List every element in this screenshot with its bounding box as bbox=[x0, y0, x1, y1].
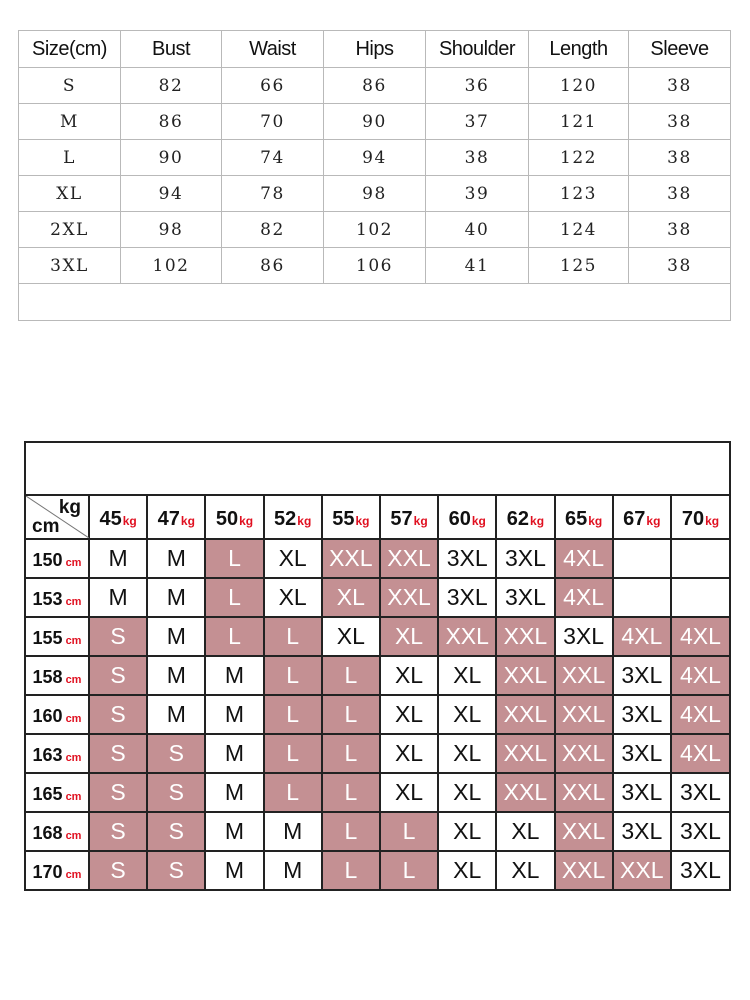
weight-header-cell bbox=[438, 496, 496, 539]
weight-unit: kg bbox=[297, 513, 312, 528]
weight-unit: kg bbox=[471, 513, 486, 528]
recommended-size-cell: XL bbox=[380, 656, 438, 695]
recommended-size-cell: XXL bbox=[555, 695, 613, 734]
height-unit: cm bbox=[65, 713, 82, 725]
weight-unit: kg bbox=[646, 513, 661, 528]
size-chart-header-cell: Shoulder bbox=[426, 31, 529, 68]
measurement-cell: 106 bbox=[324, 248, 426, 284]
measurement-cell: 38 bbox=[629, 248, 731, 284]
height-value: 170 bbox=[32, 862, 63, 882]
recommended-size-cell: XL bbox=[322, 578, 380, 617]
measurement-cell: 38 bbox=[629, 212, 731, 248]
weight-header-cell bbox=[496, 496, 554, 539]
height-unit: cm bbox=[65, 635, 82, 647]
height-value: 153 bbox=[32, 589, 63, 609]
size-label-cell: XL bbox=[19, 176, 121, 212]
weight-unit: kg bbox=[705, 513, 720, 528]
recommended-size-cell: 4XL bbox=[613, 617, 671, 656]
height-row bbox=[26, 578, 729, 617]
measurement-cell: 98 bbox=[121, 212, 222, 248]
recommended-size-cell: M bbox=[147, 617, 205, 656]
recommended-size-cell: XXL bbox=[496, 656, 554, 695]
height-header-cell bbox=[26, 539, 89, 578]
recommended-size-cell: 3XL bbox=[671, 773, 729, 812]
recommended-size-cell: L bbox=[205, 539, 263, 578]
size-label-cell: 3XL bbox=[19, 248, 121, 284]
recommended-size-cell: XXL bbox=[555, 773, 613, 812]
recommended-size-cell: XL bbox=[322, 617, 380, 656]
measurement-cell: 102 bbox=[121, 248, 222, 284]
weight-header-cell bbox=[555, 496, 613, 539]
recommended-size-cell: M bbox=[205, 656, 263, 695]
height-unit: cm bbox=[65, 869, 82, 881]
recommended-size-cell: L bbox=[205, 617, 263, 656]
size-chart-empty-row bbox=[19, 284, 731, 321]
size-chart-header-cell: Bust bbox=[121, 31, 222, 68]
recommended-size-cell: M bbox=[205, 851, 263, 890]
height-row bbox=[26, 851, 729, 890]
recommended-size-cell: S bbox=[89, 734, 147, 773]
recommended-size-cell: XL bbox=[380, 773, 438, 812]
size-chart-header-cell: Hips bbox=[324, 31, 426, 68]
corner-cell bbox=[26, 496, 89, 539]
recommended-size-cell: S bbox=[147, 812, 205, 851]
weight-unit: kg bbox=[530, 513, 545, 528]
size-label-cell: L bbox=[19, 140, 121, 176]
recommended-size-cell: 3XL bbox=[671, 812, 729, 851]
weight-value: 47 bbox=[157, 507, 180, 530]
recommended-size-cell: 3XL bbox=[438, 539, 496, 578]
measurement-cell: 40 bbox=[426, 212, 529, 248]
recommended-size-cell: XL bbox=[496, 851, 554, 890]
recommended-size-cell: M bbox=[89, 539, 147, 578]
recommendation-title-bar bbox=[26, 443, 729, 496]
measurement-cell: 124 bbox=[529, 212, 629, 248]
empty-cell bbox=[222, 284, 324, 321]
recommended-size-cell: 4XL bbox=[555, 539, 613, 578]
height-row bbox=[26, 812, 729, 851]
weight-value: 57 bbox=[390, 507, 413, 530]
measurement-cell: 94 bbox=[121, 176, 222, 212]
recommended-size-cell: S bbox=[147, 851, 205, 890]
measurement-cell: 82 bbox=[222, 212, 324, 248]
weight-header-cell bbox=[205, 496, 263, 539]
recommended-size-cell: 4XL bbox=[555, 578, 613, 617]
recommended-size-cell: XXL bbox=[322, 539, 380, 578]
recommended-size-cell: M bbox=[205, 812, 263, 851]
measurement-cell: 98 bbox=[324, 176, 426, 212]
corner-height-unit: cm bbox=[32, 516, 60, 537]
recommended-size-cell: 3XL bbox=[613, 656, 671, 695]
recommended-size-cell: S bbox=[89, 617, 147, 656]
height-value: 168 bbox=[32, 823, 63, 843]
height-value: 163 bbox=[32, 745, 63, 765]
recommended-size-cell: S bbox=[89, 812, 147, 851]
height-unit: cm bbox=[65, 752, 82, 764]
recommended-size-cell: XL bbox=[380, 695, 438, 734]
measurement-cell: 102 bbox=[324, 212, 426, 248]
recommended-size-cell: M bbox=[205, 734, 263, 773]
recommended-size-cell: L bbox=[322, 773, 380, 812]
recommended-size-cell: L bbox=[322, 812, 380, 851]
measurement-cell: 38 bbox=[426, 140, 529, 176]
weight-value: 62 bbox=[506, 507, 530, 530]
height-row bbox=[26, 695, 729, 734]
recommended-size-cell: XXL bbox=[555, 851, 613, 890]
recommended-size-cell: M bbox=[147, 656, 205, 695]
measurement-cell: 86 bbox=[324, 68, 426, 104]
size-chart-header-cell: Sleeve bbox=[629, 31, 731, 68]
recommended-size-cell: 3XL bbox=[671, 851, 729, 890]
height-header-cell bbox=[26, 617, 89, 656]
measurement-cell: 90 bbox=[324, 104, 426, 140]
recommended-size-cell: XL bbox=[380, 617, 438, 656]
height-header-cell bbox=[26, 851, 89, 890]
empty-cell bbox=[121, 284, 222, 321]
recommended-size-cell: L bbox=[322, 656, 380, 695]
weight-unit: kg bbox=[413, 513, 428, 528]
height-unit: cm bbox=[65, 674, 82, 686]
weight-header-row bbox=[26, 496, 729, 539]
height-row bbox=[26, 539, 729, 578]
recommended-size-cell bbox=[613, 539, 671, 578]
weight-value: 70 bbox=[681, 507, 705, 530]
weight-unit: kg bbox=[122, 513, 137, 528]
recommended-size-cell: M bbox=[89, 578, 147, 617]
measurement-cell: 94 bbox=[324, 140, 426, 176]
size-chart-row bbox=[19, 176, 731, 212]
recommended-size-cell: XXL bbox=[438, 617, 496, 656]
measurement-cell: 36 bbox=[426, 68, 529, 104]
height-unit: cm bbox=[65, 557, 82, 569]
weight-value: 45 bbox=[99, 507, 122, 530]
recommended-size-cell bbox=[613, 578, 671, 617]
size-chart-header-row bbox=[19, 31, 731, 68]
recommended-size-cell: L bbox=[264, 734, 322, 773]
measurement-cell: 90 bbox=[121, 140, 222, 176]
size-label-cell: 2XL bbox=[19, 212, 121, 248]
size-chart-header-cell: Size(cm) bbox=[19, 31, 121, 68]
recommendation-grid bbox=[26, 496, 729, 891]
measurement-cell: 86 bbox=[222, 248, 324, 284]
height-value: 160 bbox=[32, 706, 63, 726]
recommended-size-cell: 3XL bbox=[496, 578, 554, 617]
weight-unit: kg bbox=[180, 513, 195, 528]
recommended-size-cell: 3XL bbox=[613, 773, 671, 812]
height-unit: cm bbox=[65, 596, 82, 608]
measurement-cell: 37 bbox=[426, 104, 529, 140]
weight-header-cell bbox=[671, 496, 729, 539]
measurement-cell: 38 bbox=[629, 176, 731, 212]
weight-unit: kg bbox=[355, 513, 370, 528]
recommended-size-cell: S bbox=[89, 773, 147, 812]
recommended-size-cell: XXL bbox=[613, 851, 671, 890]
height-header-cell bbox=[26, 773, 89, 812]
recommended-size-cell: 4XL bbox=[671, 695, 729, 734]
size-chart-header-cell: Length bbox=[529, 31, 629, 68]
recommended-size-cell: L bbox=[322, 695, 380, 734]
height-value: 165 bbox=[32, 784, 63, 804]
recommended-size-cell: 3XL bbox=[613, 695, 671, 734]
recommended-size-cell: XXL bbox=[380, 578, 438, 617]
measurement-cell: 78 bbox=[222, 176, 324, 212]
recommended-size-cell: 4XL bbox=[671, 617, 729, 656]
size-chart-row bbox=[19, 140, 731, 176]
height-header-cell bbox=[26, 656, 89, 695]
weight-unit: kg bbox=[588, 513, 603, 528]
weight-value: 55 bbox=[332, 507, 355, 530]
recommended-size-cell bbox=[671, 578, 729, 617]
weight-value: 67 bbox=[623, 507, 646, 530]
size-label-cell: S bbox=[19, 68, 121, 104]
measurement-cell: 122 bbox=[529, 140, 629, 176]
size-label-cell: M bbox=[19, 104, 121, 140]
recommended-size-cell bbox=[671, 539, 729, 578]
size-chart-body bbox=[19, 68, 731, 321]
recommended-size-cell: XL bbox=[496, 812, 554, 851]
recommended-size-cell: XXL bbox=[555, 812, 613, 851]
weight-header-cell bbox=[264, 496, 322, 539]
weight-header-cell bbox=[322, 496, 380, 539]
weight-value: 65 bbox=[564, 507, 588, 530]
size-chart-header bbox=[19, 31, 731, 68]
measurement-cell: 38 bbox=[629, 140, 731, 176]
height-header-cell bbox=[26, 578, 89, 617]
measurement-cell: 86 bbox=[121, 104, 222, 140]
weight-header-cell bbox=[89, 496, 147, 539]
height-row bbox=[26, 656, 729, 695]
corner-weight-unit: kg bbox=[58, 497, 81, 518]
weight-value: 60 bbox=[448, 507, 471, 530]
recommended-size-cell: XL bbox=[380, 734, 438, 773]
recommended-size-cell: XL bbox=[438, 734, 496, 773]
recommended-size-cell: 3XL bbox=[438, 578, 496, 617]
recommended-size-cell: L bbox=[264, 656, 322, 695]
recommended-size-cell: 3XL bbox=[555, 617, 613, 656]
recommended-size-cell: L bbox=[380, 812, 438, 851]
measurement-cell: 125 bbox=[529, 248, 629, 284]
height-row bbox=[26, 773, 729, 812]
recommended-size-cell: XL bbox=[438, 695, 496, 734]
recommended-size-cell: M bbox=[147, 695, 205, 734]
empty-cell bbox=[324, 284, 426, 321]
recommended-size-cell: 3XL bbox=[496, 539, 554, 578]
height-unit: cm bbox=[65, 791, 82, 803]
measurement-cell: 82 bbox=[121, 68, 222, 104]
recommended-size-cell: XXL bbox=[496, 773, 554, 812]
recommended-size-cell: XL bbox=[438, 656, 496, 695]
measurement-cell: 39 bbox=[426, 176, 529, 212]
weight-value: 52 bbox=[274, 507, 297, 530]
recommended-size-cell: S bbox=[147, 773, 205, 812]
height-row bbox=[26, 617, 729, 656]
empty-cell bbox=[426, 284, 529, 321]
recommended-size-cell: XL bbox=[264, 539, 322, 578]
size-recommendation-chart bbox=[24, 441, 731, 891]
size-chart-table bbox=[18, 30, 731, 321]
measurement-cell: 70 bbox=[222, 104, 324, 140]
recommended-size-cell: S bbox=[89, 851, 147, 890]
weight-header-cell bbox=[147, 496, 205, 539]
recommended-size-cell: L bbox=[205, 578, 263, 617]
recommended-size-cell: M bbox=[147, 578, 205, 617]
recommended-size-cell: XXL bbox=[496, 695, 554, 734]
size-chart-row bbox=[19, 68, 731, 104]
height-row bbox=[26, 734, 729, 773]
recommended-size-cell: 3XL bbox=[613, 734, 671, 773]
empty-cell bbox=[19, 284, 121, 321]
height-header-cell bbox=[26, 695, 89, 734]
recommended-size-cell: XXL bbox=[555, 734, 613, 773]
recommended-size-cell: 4XL bbox=[671, 656, 729, 695]
weight-value: 50 bbox=[215, 507, 239, 530]
empty-cell bbox=[629, 284, 731, 321]
recommended-size-cell: XXL bbox=[496, 617, 554, 656]
recommended-size-cell: L bbox=[380, 851, 438, 890]
recommended-size-cell: L bbox=[322, 734, 380, 773]
recommended-size-cell: L bbox=[264, 695, 322, 734]
measurement-cell: 66 bbox=[222, 68, 324, 104]
recommended-size-cell: XXL bbox=[496, 734, 554, 773]
empty-cell bbox=[529, 284, 629, 321]
height-header-cell bbox=[26, 812, 89, 851]
recommended-size-cell: M bbox=[264, 812, 322, 851]
measurement-cell: 120 bbox=[529, 68, 629, 104]
size-chart-header-cell: Waist bbox=[222, 31, 324, 68]
weight-header-cell bbox=[613, 496, 671, 539]
measurement-cell: 38 bbox=[629, 104, 731, 140]
recommended-size-cell: M bbox=[147, 539, 205, 578]
recommended-size-cell: XL bbox=[264, 578, 322, 617]
height-value: 158 bbox=[32, 667, 63, 687]
recommended-size-cell: XL bbox=[438, 773, 496, 812]
recommended-size-cell: M bbox=[205, 773, 263, 812]
recommended-size-cell: L bbox=[264, 773, 322, 812]
measurement-cell: 74 bbox=[222, 140, 324, 176]
recommended-size-cell: M bbox=[264, 851, 322, 890]
weight-header-cell bbox=[380, 496, 438, 539]
recommended-size-cell: XXL bbox=[555, 656, 613, 695]
weight-unit: kg bbox=[239, 513, 254, 528]
height-header-cell bbox=[26, 734, 89, 773]
size-chart-row bbox=[19, 212, 731, 248]
recommended-size-cell: 3XL bbox=[613, 812, 671, 851]
recommended-size-cell: XXL bbox=[380, 539, 438, 578]
recommended-size-cell: S bbox=[89, 656, 147, 695]
measurement-cell: 123 bbox=[529, 176, 629, 212]
recommended-size-cell: XL bbox=[438, 812, 496, 851]
recommended-size-cell: S bbox=[147, 734, 205, 773]
size-chart-row bbox=[19, 248, 731, 284]
size-chart-row bbox=[19, 104, 731, 140]
recommended-size-cell: XL bbox=[438, 851, 496, 890]
measurement-cell: 121 bbox=[529, 104, 629, 140]
height-value: 150 bbox=[32, 550, 63, 570]
recommended-size-cell: 4XL bbox=[671, 734, 729, 773]
height-value: 155 bbox=[32, 628, 63, 648]
measurement-cell: 38 bbox=[629, 68, 731, 104]
recommended-size-cell: L bbox=[264, 617, 322, 656]
recommended-size-cell: S bbox=[89, 695, 147, 734]
recommended-size-cell: L bbox=[322, 851, 380, 890]
measurement-cell: 41 bbox=[426, 248, 529, 284]
recommended-size-cell: M bbox=[205, 695, 263, 734]
height-unit: cm bbox=[65, 830, 82, 842]
